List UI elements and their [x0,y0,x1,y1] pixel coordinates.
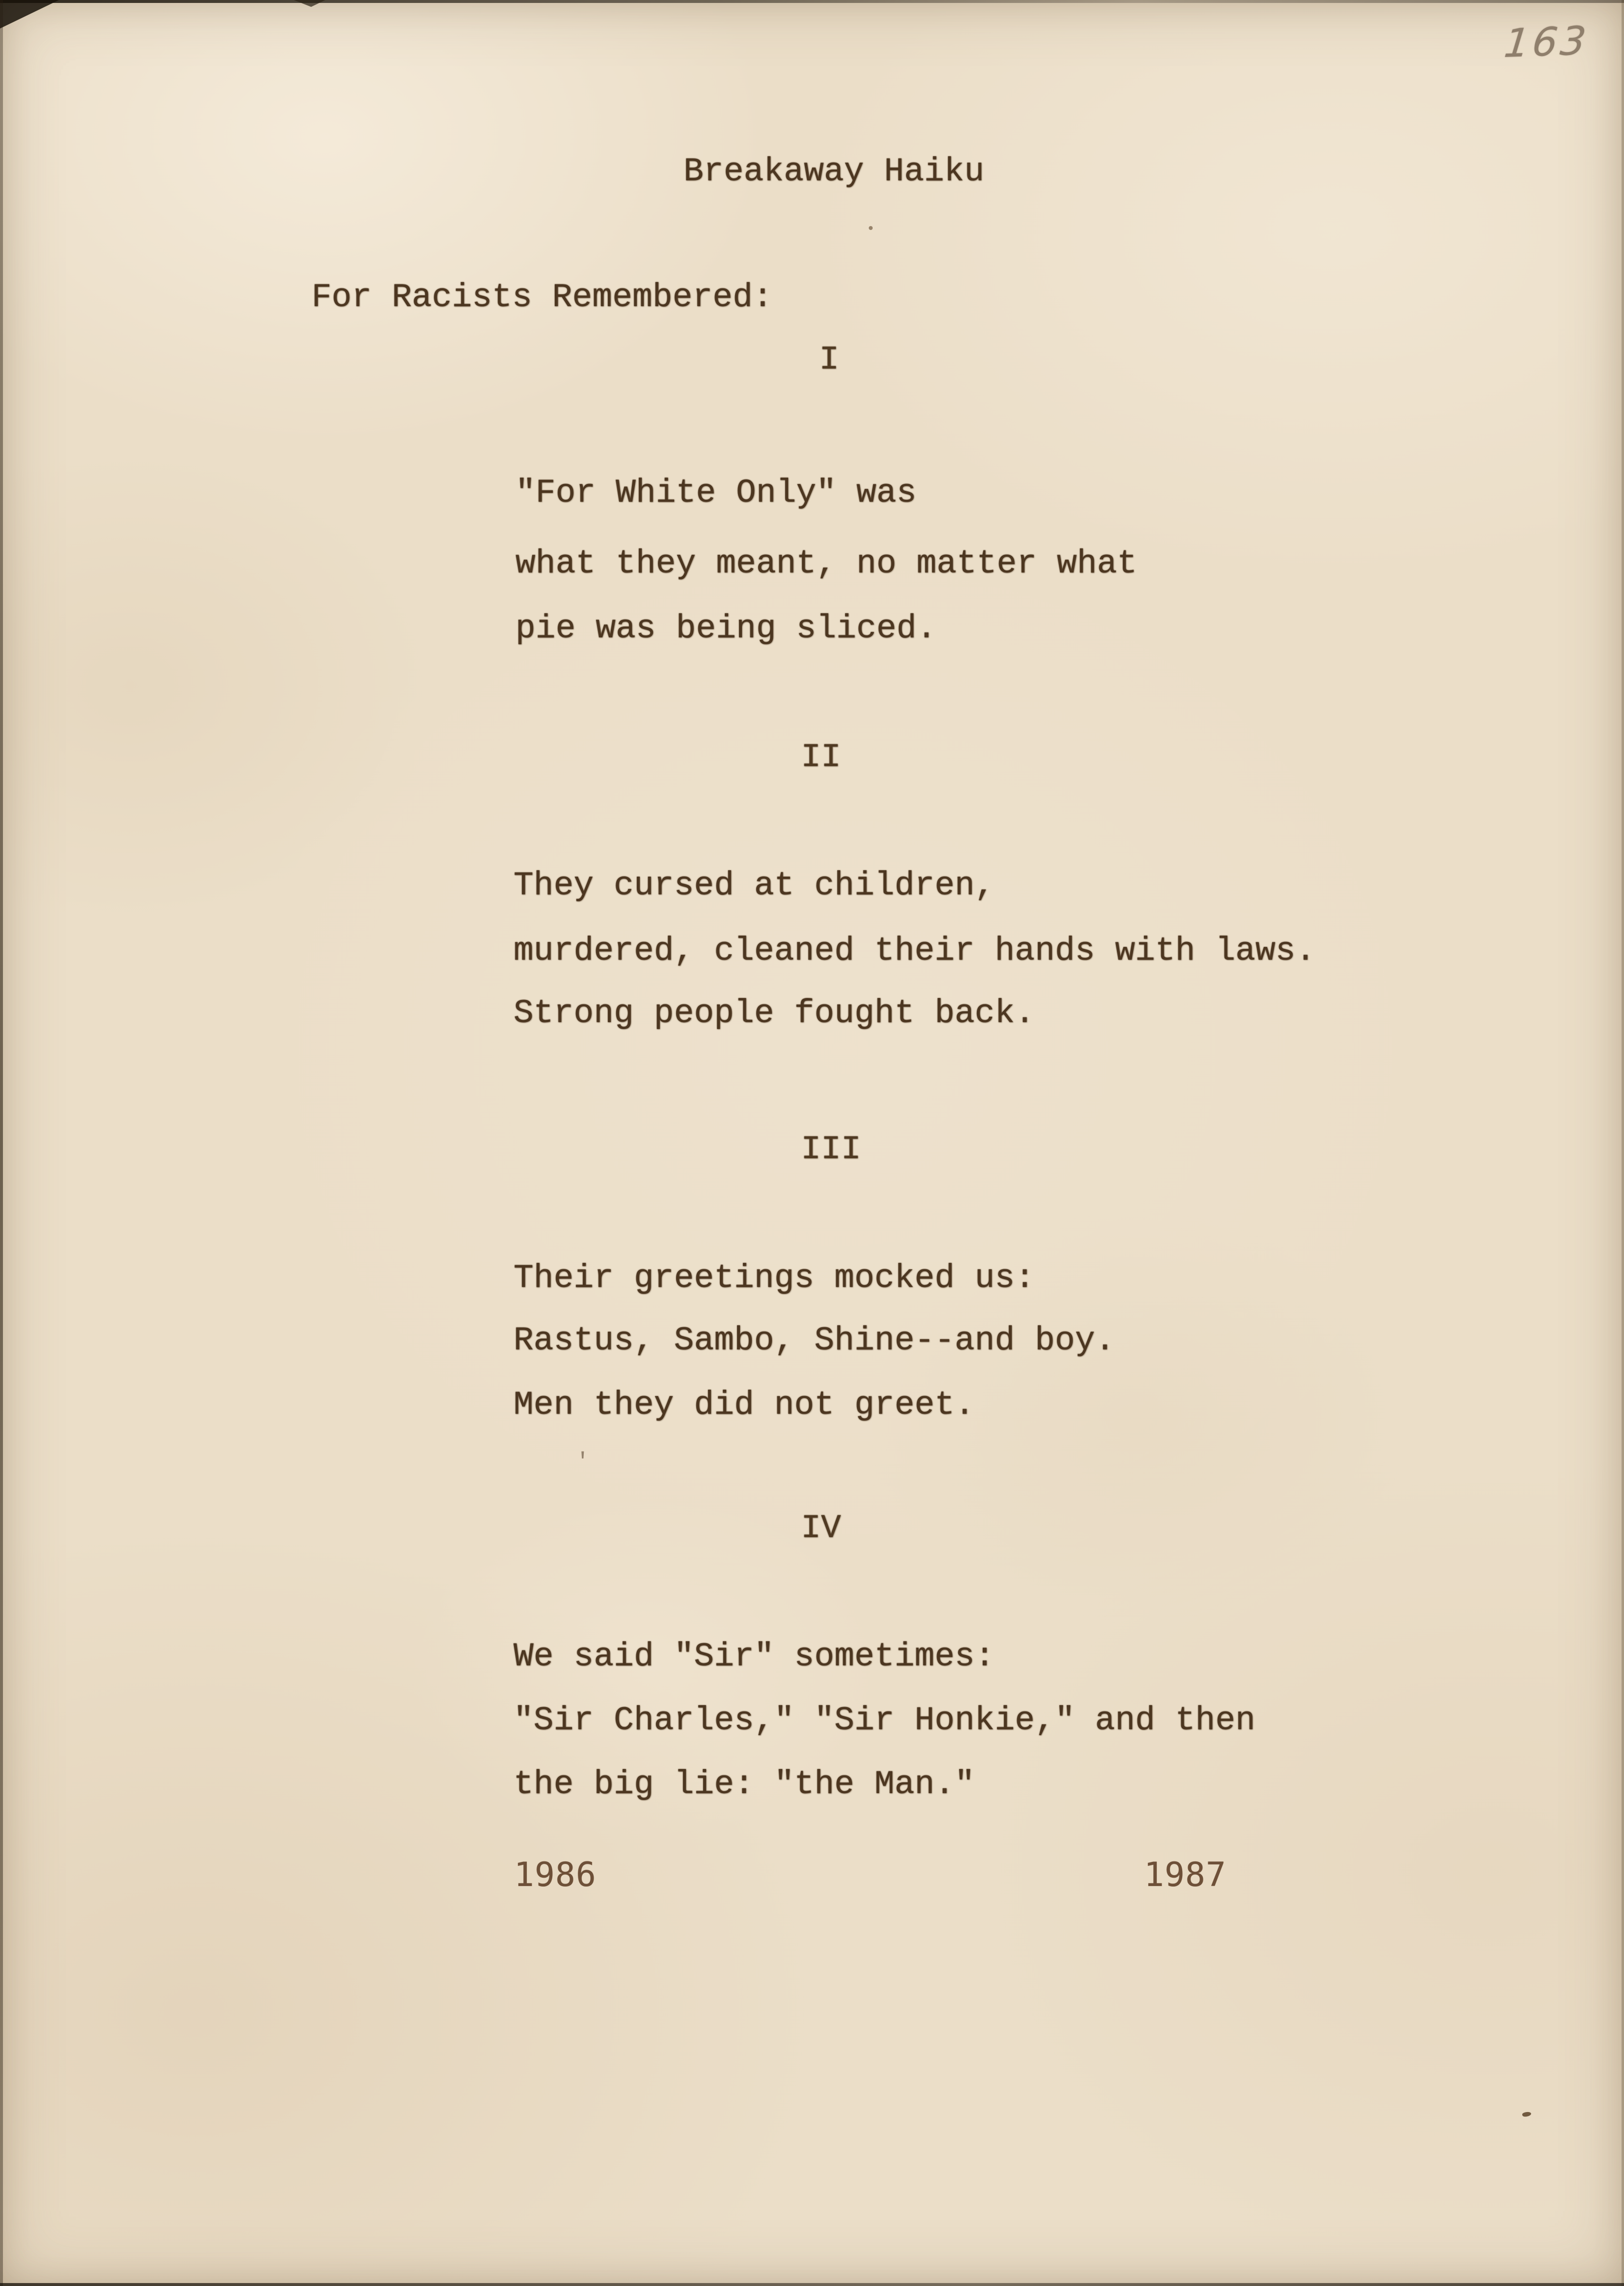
poem-line: We said "Sir" sometimes: [513,1638,995,1676]
poem-dedication: For Racists Remembered: [312,279,773,316]
stanza-numeral: IV [801,1510,841,1547]
poem-line: murdered, cleaned their hands with laws. [513,932,1316,970]
poem-line: what they meant, no matter what [515,545,1138,583]
poem-line: They cursed at children, [513,867,995,905]
date-right: 1987 [1144,1856,1226,1894]
stanza-numeral: I [819,341,839,379]
poem-line: pie was being sliced. [515,610,937,648]
stray-ink-mark: ' [576,1449,590,1475]
poem-line: Strong people fought back. [513,995,1035,1032]
stanza-numeral: II [801,739,841,776]
poem-title: Breakaway Haiku [684,153,985,191]
paper-edge-top [0,0,1624,3]
stanza-numeral: III [801,1131,861,1169]
handwritten-page-number: 163 [1502,18,1592,66]
date-left: 1986 [514,1856,597,1894]
poem-line: Men they did not greet. [513,1386,975,1424]
paper-edge-bottom [0,2283,1624,2286]
poem-line: "Sir Charles," "Sir Honkie," and then [513,1702,1255,1740]
paper-edge-left [0,0,3,2286]
ink-speck [869,226,873,230]
poem-line: Their greetings mocked us: [513,1259,1035,1297]
poem-line: the big lie: "the Man." [513,1766,975,1803]
paper-edge-right [1622,0,1624,2286]
ink-speck [1522,2111,1531,2117]
poem-line: "For White Only" was [515,474,917,512]
paper-corner-shadow [0,0,59,29]
poem-line: Rastus, Sambo, Shine--and boy. [513,1322,1115,1360]
paper-edge-nick [294,0,325,7]
